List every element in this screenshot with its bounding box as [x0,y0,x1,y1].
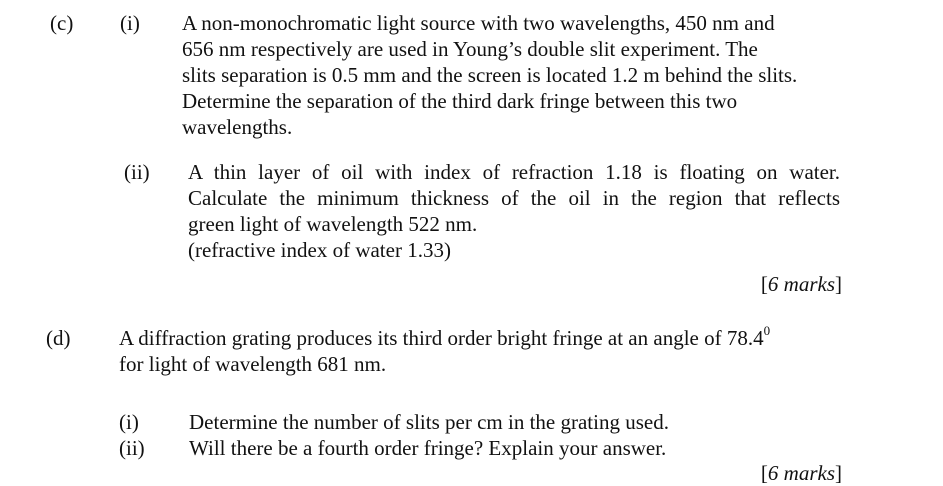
part-d-stem [119,325,770,377]
part-c-i-line-3: slits separation is 0.5 mm and the screen is located 1.2 m behind the slits. [182,63,798,87]
part-c-i-line-2: 656 nm respectively are used in Young’s double slit experiment. The [182,37,758,61]
part-c-ii-line-3: green light of wavelength 522 nm. [188,212,478,236]
part-c-i-line-5: wavelengths. [182,115,293,139]
part-d-i-text: Determine the number of slits per cm in the grating used. [189,410,669,434]
part-c-i-text [182,10,797,140]
part-d-stem-line-2: for light of wavelength 681 nm. [119,352,387,376]
part-d-marks-value: 6 marks [767,461,835,485]
part-c-label: (c) [50,11,74,35]
part-d-ii-label: (ii) [119,436,145,460]
part-d-stem-line-1: A diffraction grating produces its third order bright fringe at an angle of 78.4$^0$ [119,323,771,350]
part-d-marks: [6 marks] [760,461,842,485]
part-c-ii-line-2: Calculate the minimum thickness of the oil in the region that reflects [188,186,840,210]
part-c-i-label: (i) [120,11,140,35]
part-c-i-line-4: Determine the separation of the third dark fringe between this two [182,89,738,113]
part-d-i-label: (i) [119,410,139,434]
part-c-marks: [6 marks] [760,272,842,296]
part-c-marks-value: 6 marks [767,272,835,296]
part-c-i-line-1: A non-monochromatic light source with two wavelengths, 450 nm and [182,11,775,35]
part-c-ii-line-4: (refractive index of water 1.33) [188,238,451,262]
part-c-ii-line-1: A thin layer of oil with index of refraction 1.18 is floating on water. [188,160,840,184]
part-c-ii-text [188,159,840,263]
part-d-ii-text: Will there be a fourth order fringe? Explain your answer. [189,436,667,460]
part-d-label: (d) [46,326,71,350]
part-c-ii-label: (ii) [124,160,150,184]
degree-superscript: 0 [763,323,771,338]
